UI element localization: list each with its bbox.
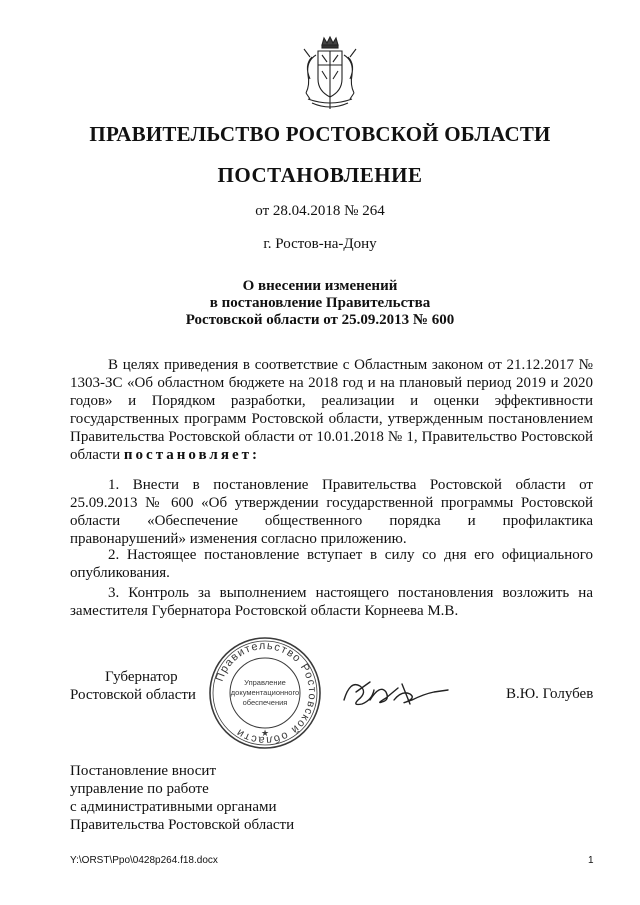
document-type: ПОСТАНОВЛЕНИЕ bbox=[217, 163, 423, 187]
submitter-line: с административными органами bbox=[70, 799, 277, 815]
clause-1: 1. Внести в постановление Правительства Ростовской области от 25.09.2013 № 600 «Об утверждении государственной программы Ростовской области «Обеспечение общественного порядка и профилактика правонарушений» изменения согласно приложению. bbox=[70, 477, 593, 547]
preamble-paragraph bbox=[70, 356, 593, 464]
submitter-line: управление по работе bbox=[70, 781, 209, 797]
submitter-line: Постановление вносит bbox=[70, 763, 217, 779]
document-title bbox=[0, 278, 640, 329]
title-line: О внесении изменений bbox=[242, 278, 398, 294]
official-stamp bbox=[208, 636, 322, 750]
organization-title: ПРАВИТЕЛЬСТВО РОСТОВСКОЙ ОБЛАСТИ bbox=[89, 122, 551, 146]
file-path: Y:\ORST\Ppo\0428p264.f18.docx bbox=[70, 855, 218, 866]
date-and-number: от 28.04.2018 № 264 bbox=[255, 203, 385, 219]
signatory-position: Губернатор bbox=[105, 669, 178, 685]
clause-3: 3. Контроль за выполнением настоящего постановления возложить на заместителя Губернатора Ростовской области Корнеева М.В. bbox=[70, 585, 593, 619]
signatory-name: В.Ю. Голубев bbox=[506, 686, 594, 702]
stamp-outer-text: Правительство Ростовской области bbox=[213, 639, 319, 747]
stamp-inner-line: обеспечения bbox=[242, 698, 288, 707]
page-number: 1 bbox=[588, 855, 594, 866]
signatory-title bbox=[70, 668, 196, 704]
stamp-inner-line: документационного bbox=[230, 688, 300, 697]
title-line: в постановление Правительства bbox=[209, 295, 431, 311]
stamp-inner-line: Управление bbox=[244, 678, 286, 687]
handwritten-signature bbox=[340, 670, 452, 718]
title-line: Ростовской области от 25.09.2013 № 600 bbox=[185, 312, 455, 328]
stamp-star-icon: ★ bbox=[260, 728, 270, 738]
resolves-keyword: постановляет: bbox=[123, 447, 260, 463]
city: г. Ростов-на-Дону bbox=[263, 236, 377, 252]
signatory-region: Ростовской области bbox=[70, 687, 196, 703]
submitter-line: Правительства Ростовской области bbox=[70, 817, 295, 833]
preamble-text: В целях приведения в соответствие с Областным законом от 21.12.2017 № 1303-ЗС «Об областном бюджете на 2018 год и на плановый период 2019 и 2020 годов» и Порядком разработки, реализации и оценки эффективности государственных программ Ростовской области, утвержденным постановлением Правительства Ростовской области от 10.01.2018 № 1, Правительство Ростовской области bbox=[70, 357, 593, 463]
clause-2: 2. Настоящее постановление вступает в силу со дня его официального опубликования. bbox=[70, 547, 593, 581]
coat-of-arms-icon bbox=[300, 35, 360, 113]
submitter-note bbox=[70, 762, 294, 834]
